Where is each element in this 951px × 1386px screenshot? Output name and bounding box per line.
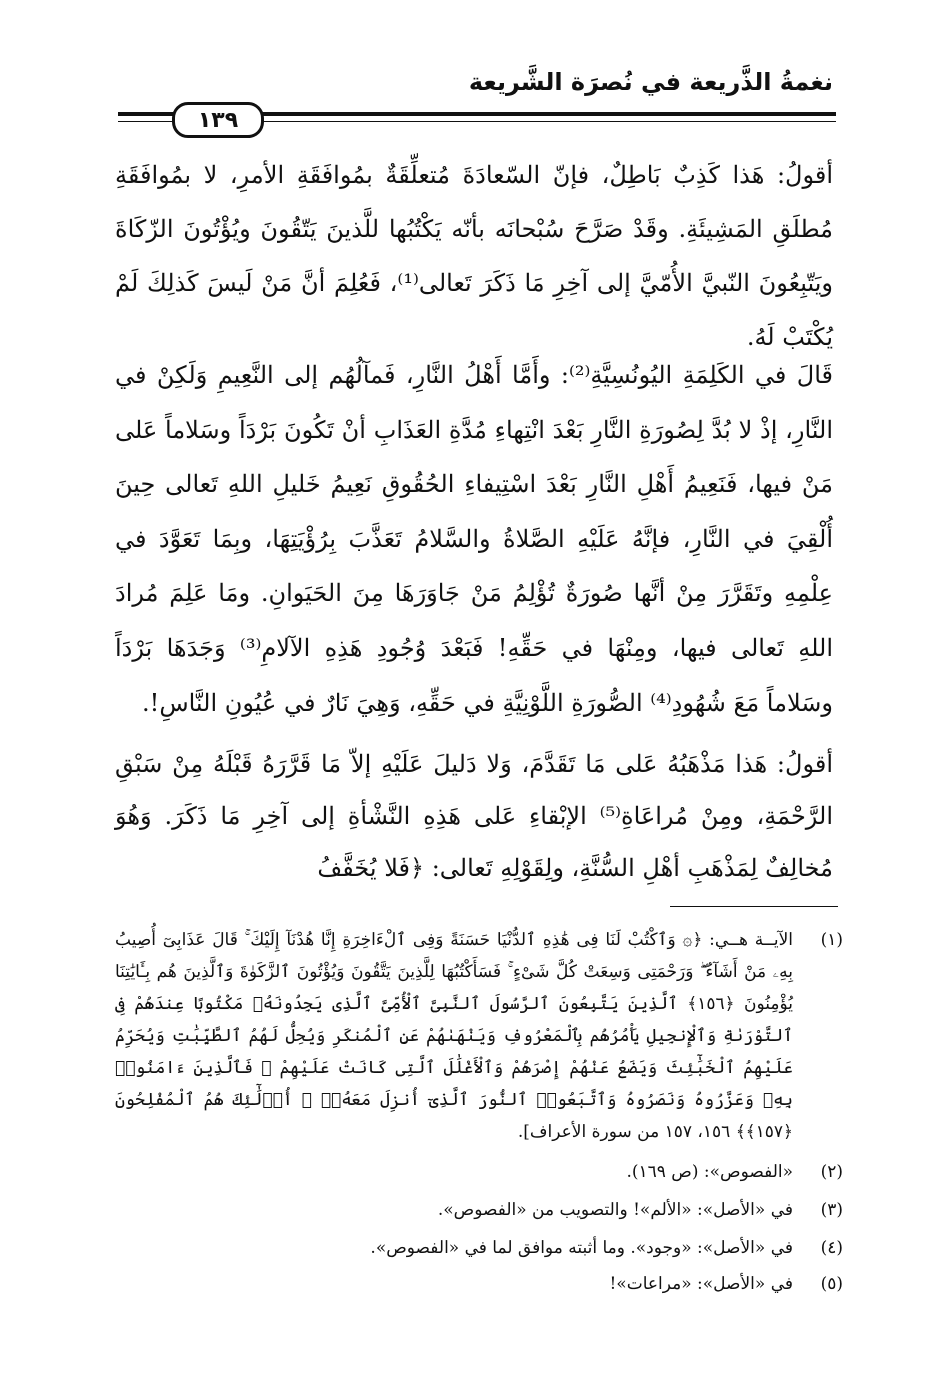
footnote-2 (115, 1158, 843, 1186)
footnote-4 (115, 1234, 843, 1262)
footnote-number: (٤) (820, 1238, 843, 1258)
footnote-number: (٢) (820, 1162, 843, 1182)
footnote-text: «الفصوص»: (ص ١٦٩). (626, 1162, 793, 1182)
footnote-number: (١) (820, 930, 843, 950)
footnote-text: في «الأصل»: «الألم»! والتصويب من «الفصوص». (437, 1200, 793, 1220)
paragraph-1 (115, 148, 833, 364)
footnote-5 (115, 1270, 843, 1298)
paragraph-3-text: أقولُ: هَذا مَذْهَبُهُ عَلى مَا تَقَدَّمَ، وَلا دَليلَ عَلَيْهِ إلاّ مَا قَرَّرَهُ قَبْلَهُ مِنْ سَبْقِ الرَّحْمَةِ، ومِنْ مُراعَاةِ⁽⁵⁾ الإبْقاءِ عَلى هَذِهِ النَّشْأةِ إلى آخِرِ مَا ذَكَرَ. وَهُوَ مُخالِفٌ لِمَذْهَبِ أهْلِ السُّنَّةِ، ولِقَوْلِهِ تَعالى: ﴿فَلا يُخَفَّفُ (115, 750, 833, 882)
page-number-badge: ١٣٩ (172, 102, 264, 138)
paragraph-1-text: أقولُ: هَذا كَذِبٌ بَاطِلٌ، فإنّ السّعادَةَ مُتعلِّقَةٌ بمُوافَقَةِ الأمرِ، لا بمُوافَقَةِ مُطلَقِ المَشِيئَةِ. وقَدْ صَرَّحَ سُبْحانَه بأنّه يَكْتُبُها للَّذينَ يَتّقُونَ ويُؤْتُونَ الزّكَاةَ ويَتّبِعُونَ النّبيَّ الأُمّيَّ إلى آخِرِ مَا ذَكَرَ تَعالى⁽¹⁾، فَعُلِمَ أنَّ مَنْ لَيسَ كَذلِكَ لَمْ يُكْتَبْ لَهُ. (115, 161, 834, 351)
running-header-title: نغمةُ الذَّريعة في نُصرَة الشَّريعة (468, 68, 833, 96)
footnote-3 (115, 1196, 843, 1224)
footnote-1 (115, 924, 843, 1148)
footnote-number: (٣) (820, 1200, 843, 1220)
footnote-text: الآيــة هــي: ﴿۞ وَٱكْتُبْ لَنَا فِى هَٰذِهِ ٱلدُّنْيَا حَسَنَةً وَفِى ٱلْءَاخِرَةِ إِنَّا هُدْنَآ إِلَيْكَ ۚ قَالَ عَذَابِىٓ أُصِيبُ بِهِۦ مَنْ أَشَآءُ ۖ وَرَحْمَتِى وَسِعَتْ كُلَّ شَىْءٍ ۚ فَسَأَكْتُبُهَا لِلَّذِينَ يَتَّقُونَ وَيُؤْتُونَ ٱلزَّكَوٰةَ وَٱلَّذِينَ هُم بِـَٔايَٰتِنَا يُؤْمِنُونَ ﴿١٥٦﴾ ٱلَّذِينَ يَتَّبِعُونَ ٱلرَّسُولَ ٱلنَّبِىَّ ٱلْأُمِّىَّ ٱلَّذِى يَجِدُونَهُۥ مَكْتُوبًا عِندَهُمْ فِى ٱلتَّوْرَىٰةِ وَٱلْإِنجِيلِ يَأْمُرُهُم بِٱلْمَعْرُوفِ وَيَنْهَىٰهُمْ عَنِ ٱلْمُنكَرِ وَيُحِلُّ لَهُمُ ٱلطَّيِّبَٰتِ وَيُحَرِّمُ عَلَيْهِمُ ٱلْخَبَٰٓئِثَ وَيَضَعُ عَنْهُمْ إِصْرَهُمْ وَٱلْأَغْلَٰلَ ٱلَّتِى كَانَتْ عَلَيْهِمْ ۚ فَٱلَّذِينَ ءَامَنُوا۟ بِهِۦ وَعَزَّرُوهُ وَنَصَرُوهُ وَٱتَّبَعُوا۟ ٱلنُّورَ ٱلَّذِىٓ أُنزِلَ مَعَهُۥٓ ۙ أُو۟لَٰٓئِكَ هُمُ ٱلْمُفْلِحُونَ ﴿١٥٧﴾﴾ ١٥٦، ١٥٧ من سورة الأعراف]. (115, 930, 793, 1142)
footnote-text: في «الأصل»: «مراعات»! (609, 1274, 793, 1294)
footnote-text: في «الأصل»: «وجود». وما أثبته موافق لما في «الفصوص». (370, 1238, 793, 1258)
footnote-separator (670, 906, 838, 907)
paragraph-3 (115, 738, 833, 894)
footnote-number: (٥) (820, 1274, 843, 1294)
paragraph-2 (115, 348, 833, 730)
paragraph-2-text: قَالَ في الكَلِمَةِ اليُونُسِيَّةِ⁽²⁾: وأَمَّا أَهْلُ النَّارِ، فَمآلُهُم إلى النَّعِيمِ وَلَكِنْ في النَّارِ، إذْ لا بُدَّ لِصُورَةِ النَّارِ بَعْدَ انْتِهاءِ مُدَّةِ العَذَابِ أنْ تَكُونَ بَرْدَاً وسَلاماً عَلى مَنْ فيها، فَنَعِيمُ أَهْلِ النَّارِ بَعْدَ اسْتِيفاءِ الحُقُوقِ نَعِيمُ خَليلِ اللهِ تَعالى حِينَ أُلْقِيَ في النَّارِ، فإنَّهُ عَلَيْهِ الصَّلاةُ والسَّلامُ تَعَذَّبَ بِرُؤْيَتِهَا، وبِمَا تَعَوَّدَ في عِلْمِهِ وتَقَرَّرَ مِنْ أنَّها صُورَةٌ تُؤْلِمُ مَنْ جَاوَرَهَا مِنَ الحَيَوانِ. ومَا عَلِمَ مُرادَ اللهِ تَعالى فيها، ومِنْهَا في حَقِّهِ! فَبَعْدَ وُجُودِ هَذِهِ الآلامِ⁽³⁾ وَجَدَهَا بَرْدَاً وسَلاماً مَعَ شُهُودِ⁽⁴⁾ الصُّورَةِ اللَّوْنِيَّةِ في حَقِّهِ، وَهِيَ نَارٌ في عُيُونِ النَّاسِ!. (115, 361, 833, 717)
